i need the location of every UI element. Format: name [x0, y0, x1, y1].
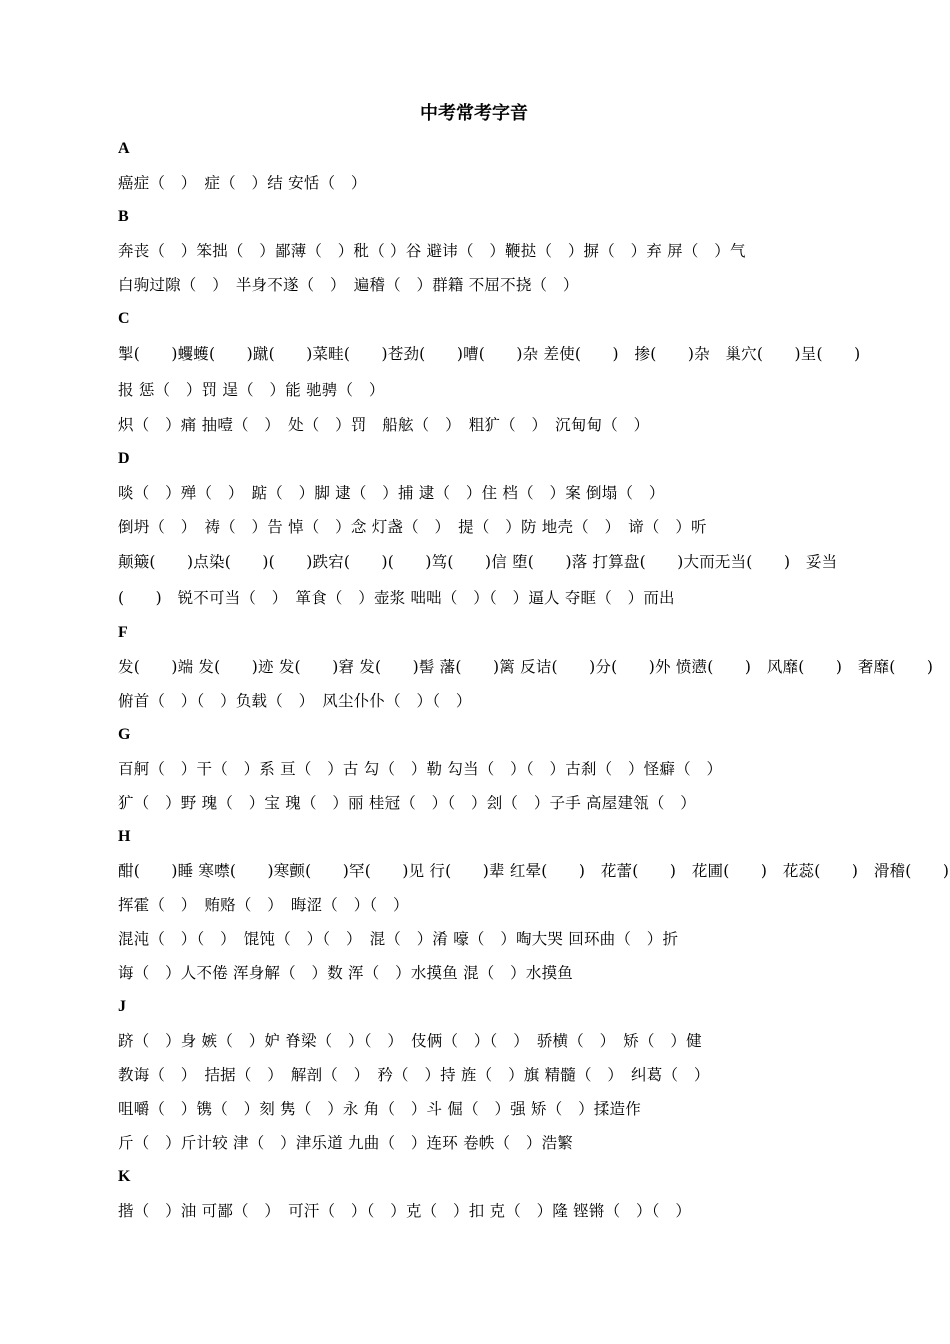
section-j	[118, 990, 870, 1160]
text-line: 啖（ ）殚（ ） 踮（ ）脚 逮（ ）捕 逮（ ）住 档（ ）案 倒塌（ ）	[118, 484, 665, 502]
section-letter: A	[118, 140, 130, 157]
text-line: 跻（ ）身 嫉（ ）妒 脊梁（ ）（ ） 伎俩（ ）（ ） 骄横（ ） 矫（ ）健	[118, 1032, 702, 1050]
text-line: 诲（ ）人不倦 浑身解（ ）数 浑（ ）水摸鱼 混（ ）水摸鱼	[118, 964, 573, 982]
text-line: 颠簸( )点染( )( )跌宕( )( )笃( )信 堕( )落 打算盘( )大而无当( ) 妥当( ) 锐不可当（ ） 箪食（ ）壶浆 咄咄（ ）（ ）逼人 夺眶（ ）而出	[118, 553, 838, 607]
text-line: 犷（ ）野 瑰（ ）宝 瑰（ ）丽 桂冠（ ）（ ）刽（ ）子手 高屋建瓴（ ）	[118, 794, 696, 812]
section-letter: D	[118, 450, 130, 467]
section-letter: C	[118, 310, 130, 327]
text-line: 挥霍（ ） 贿赂（ ） 晦涩（ ）（ ）	[118, 896, 409, 914]
text-line: 掣( )蠼蠖( )蹴( )菜畦( )苍劲( )嘈( )杂 差使( ) 掺( )杂 巢穴( )呈( )报 惩（ ）罚 逞（ ）能 驰骋（ ）	[118, 345, 861, 399]
text-line: 俯首（ ）（ ）负载（ ） 风尘仆仆（ ）（ ）	[118, 692, 472, 710]
text-line: 百舸（ ）干（ ）系 亘（ ）古 勾（ ）勒 勾当（ ）（ ）古刹（ ）怪癖（ ）	[118, 760, 723, 778]
text-line: 教诲（ ） 拮据（ ） 解剖（ ） 矜（ ）持 旌（ ）旗 精髓（ ） 纠葛（ ）	[118, 1066, 710, 1084]
section-g	[118, 718, 870, 820]
text-line: 混沌（ ）（ ） 馄饨（ ）（ ） 混（ ）淆 嚎（ ）啕大哭 回环曲（ ）折	[118, 930, 679, 948]
section-f	[118, 616, 934, 718]
text-line: 斤（ ）斤计较 津（ ）津乐道 九曲（ ）连环 卷帙（ ）浩繁	[118, 1134, 573, 1152]
text-line: 癌症（ ） 症（ ）结 安恬（ ）	[118, 174, 367, 192]
text-line: 发( )端 发( )迹 发( )窘 发( )髻 藩( )篱 反诘( )分( )外 愤懑( ) 风靡( ) 奢靡( )	[118, 658, 934, 676]
section-d	[118, 442, 870, 616]
section-letter: F	[118, 624, 128, 641]
text-line: 咀嚼（ ）镌（ ）刻 隽（ ）永 角（ ）斗 倔（ ）强 矫（ ）揉造作	[118, 1100, 641, 1118]
section-k	[118, 1160, 870, 1228]
text-line: 白驹过隙（ ） 半身不遂（ ） 遍稽（ ）群籍 不屈不挠（ ）	[118, 276, 579, 294]
section-letter: J	[118, 998, 126, 1015]
section-letter: B	[118, 208, 129, 225]
page-title: 中考常考字音	[420, 103, 528, 124]
text-line: 奔丧（ ）笨拙（ ）鄙薄（ ）秕（ ）谷 避讳（ ）鞭挞（ ）摒（ ）弃 屏（ ）气	[118, 242, 746, 260]
text-line: 揩（ ）油 可鄙（ ） 可汗（ ）（ ）克（ ）扣 克（ ）隆 铿锵（ ）（ ）	[118, 1202, 692, 1220]
section-c	[118, 302, 870, 442]
section-h	[118, 820, 950, 990]
section-letter: H	[118, 828, 131, 845]
section-letter: K	[118, 1168, 131, 1185]
text-line: 酣( )睡 寒噤( )寒颤( )罕( )见 行( )辈 红晕( ) 花蕾( ) 花圃( ) 花蕊( ) 滑稽( )	[118, 862, 950, 880]
section-a	[118, 132, 870, 200]
section-b	[118, 200, 870, 302]
text-line: 倒坍（ ） 祷（ ）告 悼（ ）念 灯盏（ ） 提（ ）防 地壳（ ） 谛（ ）听	[118, 518, 707, 536]
section-letter: G	[118, 726, 131, 743]
text-line: 炽（ ）痛 抽噎（ ） 处（ ）罚 船舷（ ） 粗犷（ ） 沉甸甸（ ）	[118, 416, 650, 434]
